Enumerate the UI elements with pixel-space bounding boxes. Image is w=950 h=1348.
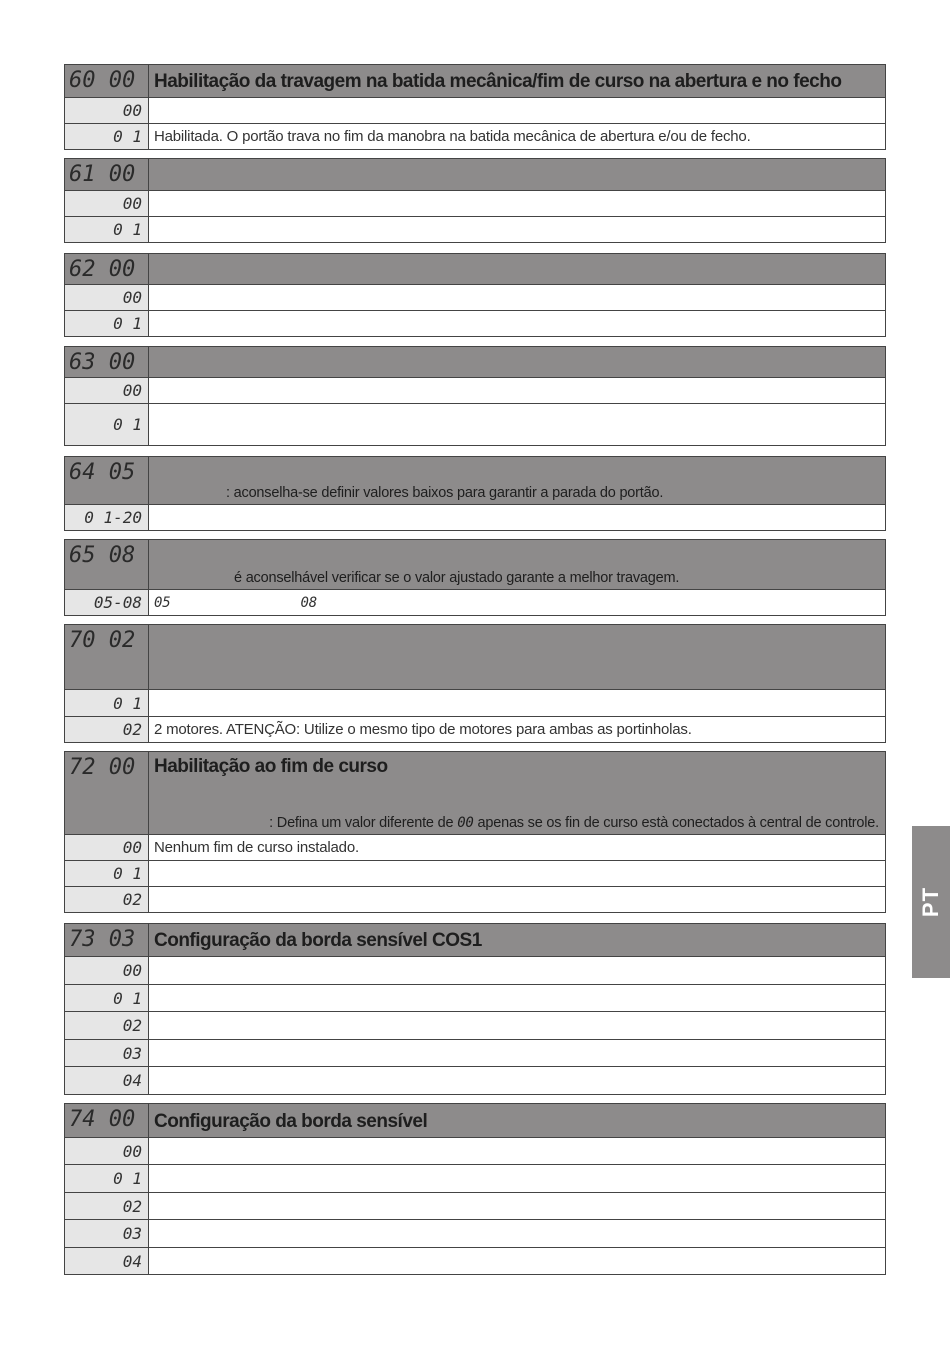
range-min-value: 05: [154, 594, 171, 611]
table-row: [65, 1219, 885, 1247]
param-title: Configuração da borda sensível: [154, 1110, 428, 1132]
option-desc: [149, 378, 885, 403]
option-desc: [149, 217, 885, 242]
table-row: [65, 123, 885, 149]
param-title-cell: [149, 347, 885, 377]
option-code: 0 1: [65, 311, 149, 336]
param-table-74: [64, 1103, 886, 1275]
option-desc: [149, 285, 885, 310]
table-row: [65, 1192, 885, 1219]
param-title-cell: [149, 752, 885, 834]
param-title-cell: [149, 1104, 885, 1137]
option-code: 00: [65, 378, 149, 403]
note-text: : Defina um valor diferente de: [269, 815, 458, 831]
param-title-cell: [149, 457, 885, 504]
option-desc: [149, 1248, 885, 1274]
option-desc: Habilitada. O portão trava no fim da manobra na batida mecânica de abertura e/ou de fecho.: [154, 128, 751, 145]
option-desc: [149, 957, 885, 984]
option-desc: [149, 861, 885, 886]
option-code: 0 1: [65, 404, 149, 445]
language-tab: [912, 826, 950, 978]
option-code: 00: [65, 957, 149, 984]
table-row: [65, 1247, 885, 1274]
option-code: 02: [65, 1012, 149, 1039]
table-header: [65, 254, 885, 284]
param-title-cell: [149, 65, 885, 97]
table-row: [65, 1011, 885, 1039]
option-desc: [149, 1067, 885, 1094]
option-code: 03: [65, 1220, 149, 1247]
option-code: 00: [65, 835, 149, 860]
option-code: 00: [65, 1138, 149, 1164]
option-desc: [149, 1040, 885, 1066]
option-desc: [149, 311, 885, 336]
param-title-cell: [149, 625, 885, 689]
param-code: 64 05: [65, 457, 149, 504]
option-desc: [149, 505, 885, 530]
param-title: Habilitação da travagem na batida mecânica/fim de curso na abertura e no fecho: [154, 71, 842, 92]
param-code: 65 08: [65, 540, 149, 589]
param-table-73: [64, 923, 886, 1095]
table-header: [65, 1104, 885, 1137]
table-row: [65, 984, 885, 1011]
param-title: Habilitação ao fim de curso: [154, 756, 388, 777]
option-code: 0 1-20: [65, 505, 149, 530]
table-header: [65, 540, 885, 589]
table-row: [65, 1066, 885, 1094]
param-note: é aconselhável verificar se o valor ajustado garante a melhor travagem.: [234, 570, 680, 586]
option-code: 0 1: [65, 217, 149, 242]
table-row: [65, 689, 885, 716]
table-header: [65, 752, 885, 834]
table-header: [65, 347, 885, 377]
option-code: 0 1: [65, 124, 149, 149]
option-code: 04: [65, 1067, 149, 1094]
option-desc: [149, 1012, 885, 1039]
param-table-60: [64, 64, 886, 150]
option-desc: [149, 690, 885, 716]
table-row: [65, 834, 885, 860]
option-code: 0 1: [65, 861, 149, 886]
param-table-62: [64, 253, 886, 337]
table-row: [65, 377, 885, 403]
table-row: [65, 403, 885, 445]
option-desc: [149, 404, 885, 445]
table-row: [65, 1164, 885, 1192]
param-note: [154, 815, 885, 831]
option-code: 0 1: [65, 985, 149, 1011]
option-desc: Nenhum fim de curso instalado.: [154, 839, 359, 856]
param-title-cell: [149, 159, 885, 190]
option-code: 05-08: [65, 590, 149, 615]
param-table-63: [64, 346, 886, 446]
option-code: 02: [65, 1193, 149, 1219]
table-header: [65, 65, 885, 97]
range-max-value: 08: [300, 594, 317, 611]
table-row: [65, 284, 885, 310]
option-code: 04: [65, 1248, 149, 1274]
param-code: 72 00: [65, 752, 149, 834]
note-code: 00: [457, 815, 474, 831]
param-title-cell: [149, 540, 885, 589]
param-note: : aconselha-se definir valores baixos para garantir a parada do portão.: [226, 485, 664, 501]
table-row: [65, 190, 885, 216]
param-code: 61 00: [65, 159, 149, 190]
note-text: apenas se os fin de curso està conectados à central de controle.: [473, 815, 879, 831]
option-code: 03: [65, 1040, 149, 1066]
table-row: [65, 1039, 885, 1066]
table-row: [65, 860, 885, 886]
option-code: 00: [65, 98, 149, 123]
table-row: [65, 1137, 885, 1164]
option-code: 02: [65, 887, 149, 912]
param-code: 62 00: [65, 254, 149, 284]
option-desc: [149, 985, 885, 1011]
option-desc: [149, 98, 885, 123]
table-row: [65, 216, 885, 242]
param-table-61: [64, 158, 886, 243]
param-code: 70 02: [65, 625, 149, 689]
option-code: 0 1: [65, 690, 149, 716]
param-title-cell: [149, 924, 885, 956]
table-row: [65, 589, 885, 615]
param-code: 63 00: [65, 347, 149, 377]
param-title: Configuração da borda sensível COS1: [154, 930, 482, 951]
param-table-70: [64, 624, 886, 743]
param-table-72: [64, 751, 886, 913]
param-title-cell: [149, 254, 885, 284]
option-desc: [149, 1220, 885, 1247]
language-tab-label: PT: [918, 886, 943, 918]
table-header: [65, 457, 885, 504]
option-desc: [149, 887, 885, 912]
option-code: 0 1: [65, 1165, 149, 1192]
table-header: [65, 924, 885, 956]
table-header: [65, 159, 885, 190]
param-code: 60 00: [65, 65, 149, 97]
table-row: [65, 956, 885, 984]
option-code: 02: [65, 717, 149, 742]
option-desc: [149, 1165, 885, 1192]
table-row: [65, 716, 885, 742]
param-code: 73 03: [65, 924, 149, 956]
table-header: [65, 625, 885, 689]
option-desc: [149, 1138, 885, 1164]
option-desc: [149, 191, 885, 216]
option-desc: [149, 1193, 885, 1219]
param-table-65: [64, 539, 886, 616]
option-code: 00: [65, 285, 149, 310]
param-table-64: [64, 456, 886, 531]
table-row: [65, 97, 885, 123]
option-desc: [149, 590, 885, 615]
table-row: [65, 504, 885, 530]
option-desc: 2 motores. ATENÇÃO: Utilize o mesmo tipo de motores para ambas as portinholas.: [154, 721, 692, 738]
table-row: [65, 310, 885, 336]
table-row: [65, 886, 885, 912]
option-code: 00: [65, 191, 149, 216]
param-code: 74 00: [65, 1104, 149, 1137]
